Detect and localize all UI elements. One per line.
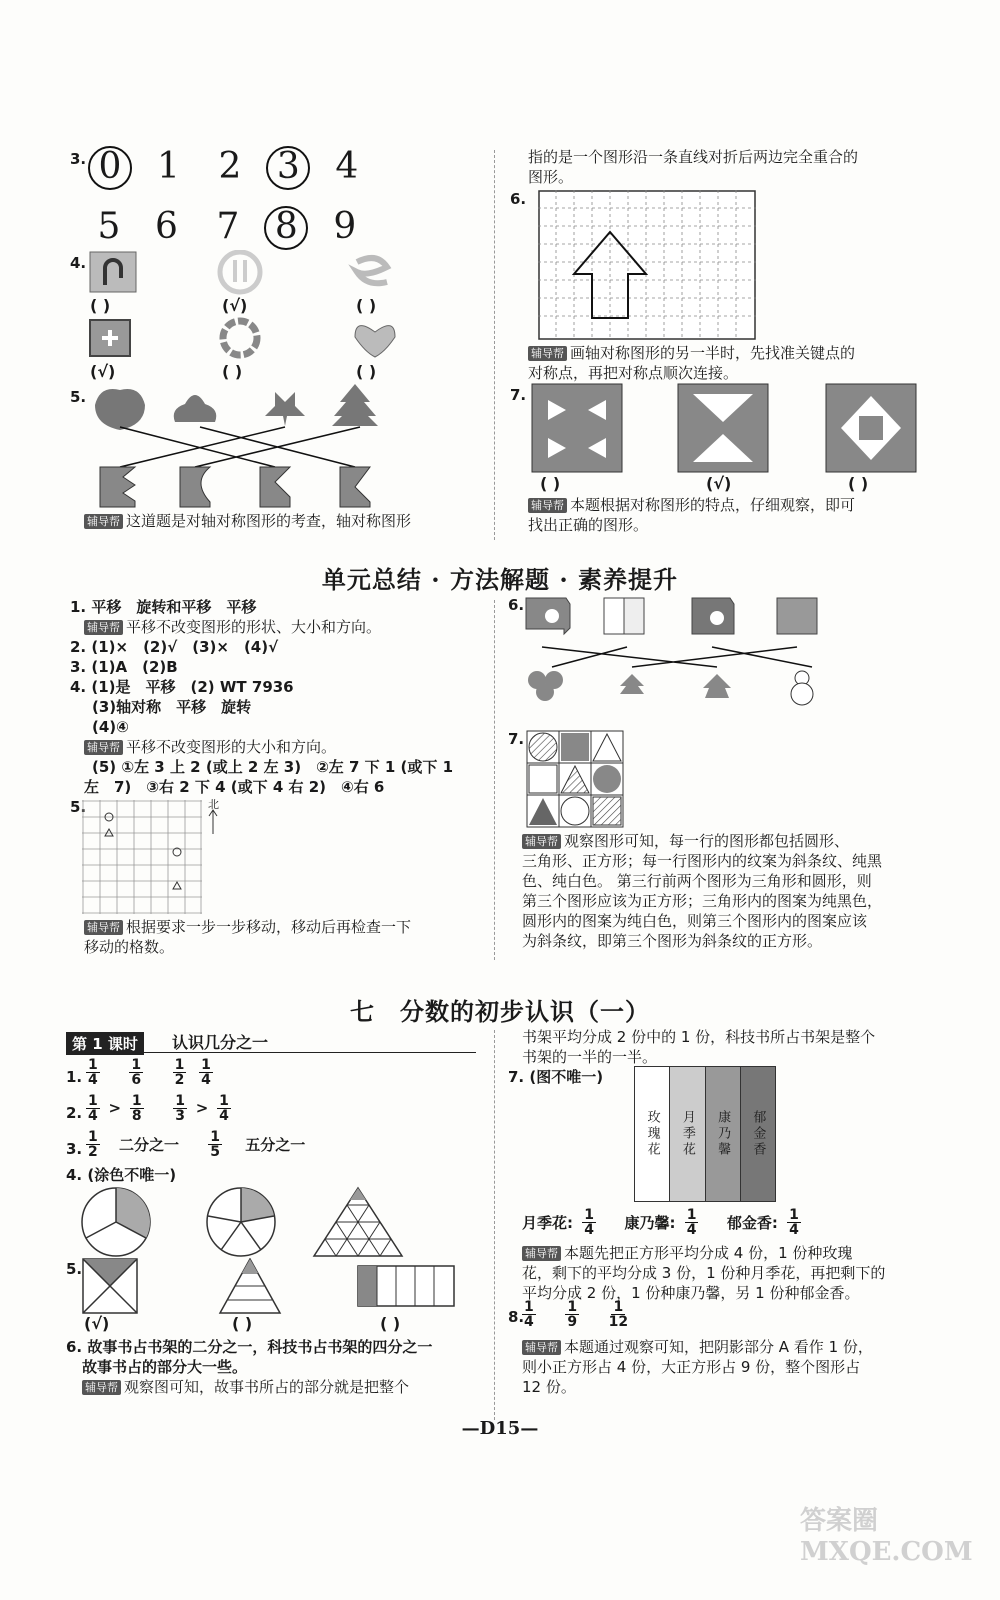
digit-circled: 0 — [88, 146, 132, 190]
bed-carnation: 康乃馨 — [706, 1067, 741, 1201]
apple-icon — [95, 389, 145, 430]
digit: 9 — [333, 206, 357, 247]
swirl-logo-icon — [357, 258, 387, 283]
q7-mark: (√) — [706, 474, 732, 493]
q4-mark: ( ) — [356, 296, 377, 315]
q7-help: 找出正确的图形。 — [528, 516, 649, 534]
q7-label: 7. — [508, 730, 525, 748]
q3-label: 3. — [70, 150, 87, 168]
q3-label: 3. — [66, 1140, 83, 1158]
digit: 2 — [218, 146, 242, 187]
right-continuation: 指的是一个图形沿一条直线对折后两边完全重合的 — [528, 148, 859, 166]
north-arrow-icon — [208, 808, 218, 834]
q6-help: 辅导帮 画轴对称图形的另一半时，先找准关键点的 — [528, 344, 855, 363]
digit-circled: 3 — [266, 146, 310, 190]
q5-label: 5. — [66, 1260, 83, 1278]
help-line: 三角形、正方形；每一行图形内的纹案为斜条纹、纯黑 — [522, 852, 883, 870]
q4-coloring-shapes — [78, 1186, 408, 1258]
lesson-underline — [66, 1052, 476, 1053]
bed-tulip: 郁金香 — [741, 1067, 775, 1201]
digits-row-1 — [88, 146, 372, 190]
tree-icon — [332, 384, 378, 426]
q7-fractions: 月季花: $\frac{1}{4}$ 康乃馨: $\frac{1}{4}$ 郁金香: $\frac{1}{4}$ — [522, 1207, 799, 1238]
q6-grid-arrow — [538, 190, 756, 340]
q6-help: 辅导帮 观察图可知，故事书所占的部分就是把整个 — [82, 1378, 409, 1397]
q4-mark: ( ) — [90, 296, 111, 315]
q7-mark: ( ) — [540, 474, 561, 493]
q6-answer: 6. 故事书占书架的二分之一，科技书占书架的四分之一 — [66, 1338, 433, 1356]
right-continuation: 图形。 — [528, 168, 574, 186]
q5-shapes — [82, 1258, 462, 1314]
q4-label: 4. — [70, 254, 87, 272]
q7-label: 7. — [510, 386, 527, 404]
flower-bed-square — [634, 1066, 776, 1202]
help-line: 辅导帮 根据要求一步一步移动，移动后再检查一下 — [84, 918, 411, 937]
digit: 6 — [155, 206, 178, 247]
q5-help: 辅导帮 这道题是对轴对称图形的考查，轴对称图形 — [84, 512, 411, 531]
help-line: 辅导帮 平移不改变图形的大小和方向。 — [84, 738, 336, 757]
heart-hands-icon — [355, 326, 395, 357]
help-line: 辅导帮 平移不改变图形的形状、大小和方向。 — [84, 618, 381, 637]
column-divider — [494, 150, 495, 540]
answer-line: (5) ①左 3 上 2 (或上 2 左 3) ②左 7 下 1 (或下 1 — [92, 758, 454, 776]
answer-line: 3. (1)A (2)B — [70, 658, 178, 676]
help-line: 圆形内的图案为纯白色，则第三个图形内的图案应该 — [522, 912, 868, 930]
q1-label: 1. — [66, 1068, 83, 1086]
digit-circled: 8 — [264, 206, 308, 250]
q7-square-patterns — [528, 382, 920, 476]
page-number: —D15— — [461, 1418, 539, 1439]
answer-line: (4)④ — [92, 718, 129, 736]
help-line: 平均分成 2 份，1 份种康乃馨，另 1 份种郁金香。 — [522, 1284, 860, 1302]
north-label: 北 — [208, 798, 219, 811]
bed-rose: 玫瑰花 — [635, 1067, 670, 1201]
help-line: 辅导帮 本题先把正方形平均分成 4 份，1 份种玫瑰 — [522, 1244, 852, 1263]
answer-line: 2. (1)× (2)√ (3)× (4)√ — [70, 638, 279, 656]
help-line: 色、纯白色。 第三行前两个图形为三角形和圆形，则 — [522, 872, 872, 890]
q6-label: 6. — [508, 596, 525, 614]
help-line: 12 份。 — [522, 1378, 576, 1396]
q5-matching-figure — [90, 382, 390, 512]
help-line: 移动的格数。 — [84, 938, 175, 956]
q8-fractions: $\frac{1}{4}$ $\frac{1}{9}$ $\frac{1}{12}$ — [524, 1299, 629, 1330]
help-line: 辅导帮 本题通过观察可知，把阴影部分 A 看作 1 份， — [522, 1338, 873, 1357]
help-line: 辅导帮 观察图形可知，每一行的图形都包括圆形、 — [522, 832, 849, 851]
q3-answer: $\frac{1}{2}$ 二分之一 $\frac{1}{5}$ 五分之一 — [88, 1129, 306, 1160]
q5-label: 5. — [70, 388, 87, 406]
answer-line: 1. 平移 旋转和平移 平移 — [70, 598, 257, 616]
q7-help: 辅导帮 本题根据对称图形的特点，仔细观察，即可 — [528, 496, 855, 515]
q4-label: 4. (涂色不唯一) — [66, 1166, 177, 1184]
chapter-title: 七 分数的初步认识（一） — [350, 997, 650, 1026]
lesson-title: 认识几分之一 — [172, 1033, 269, 1052]
q4-mark: (√) — [90, 362, 116, 381]
q4-mark: (√) — [222, 296, 248, 315]
answer-line: 左 7) ③右 2 下 4 (或下 4 右 2) ④右 6 — [84, 778, 385, 796]
q6-label: 6. — [510, 190, 527, 208]
q1-fractions: $\frac{1}{4}$ $\frac{1}{6}$ $\frac{1}{2}$ $\frac{1}{4}$ — [88, 1057, 211, 1088]
no-fork-sign-icon — [220, 252, 260, 292]
right-continuation: 书架平均分成 2 份中的 1 份，科技书所占书架是整个 — [522, 1028, 876, 1046]
answer-line: 5. — [70, 798, 87, 816]
digit: 5 — [97, 206, 121, 247]
paper-cut-matching — [522, 592, 832, 712]
q6-help: 对称点，再把对称点顺次连接。 — [528, 364, 739, 382]
answer-line: (3)轴对称 平移 旋转 — [92, 698, 252, 716]
q5-mark: (√) — [84, 1314, 110, 1333]
q5-mark: ( ) — [380, 1314, 401, 1333]
section-title: 单元总结 · 方法解题 · 素养提升 — [321, 565, 679, 594]
column-divider — [494, 1030, 495, 1420]
digit: 1 — [157, 146, 180, 187]
lesson-tag: 第 1 课时 — [66, 1032, 144, 1055]
help-tag: 辅导帮 — [84, 514, 123, 529]
pattern-grid-3x3 — [526, 730, 624, 828]
help-line: 花，剩下的平均分成 3 份，1 份种月季花，再把剩下的 — [522, 1264, 886, 1282]
clover-icon — [265, 392, 305, 426]
movement-grid — [82, 800, 202, 918]
help-line: 则小正方形占 4 份，大正方形占 9 份，整个图形占 — [522, 1358, 861, 1376]
q2-label: 2. — [66, 1104, 83, 1122]
right-continuation: 书架的一半的一半。 — [522, 1048, 658, 1066]
digits-row-2 — [88, 206, 370, 250]
q8-label: 8. — [508, 1308, 525, 1326]
ring-icon — [223, 321, 257, 355]
help-line: 第三个图形应该为正方形；三角形内的图案为纯黑色， — [522, 892, 883, 910]
q4-mark: ( ) — [222, 362, 243, 381]
q7-mark: ( ) — [848, 474, 869, 493]
q2-fractions: $\frac{1}{4}$ > $\frac{1}{8}$ $\frac{1}{3}$ > $\frac{1}{4}$ — [88, 1093, 229, 1124]
blob-icon — [174, 395, 217, 422]
answer-line: 4. (1)是 平移 (2) WT 7936 — [70, 678, 294, 696]
digit: 4 — [335, 146, 359, 187]
q7-label: 7. (图不唯一) — [508, 1068, 604, 1086]
help-line: 为斜条纹，即第三个图形为斜条纹的正方形。 — [522, 932, 823, 950]
q6-answer: 故事书占的部分大一些。 — [82, 1358, 248, 1376]
q4-mark: ( ) — [356, 362, 377, 381]
bed-chinese-rose: 月季花 — [670, 1067, 705, 1201]
q5-mark: ( ) — [232, 1314, 253, 1333]
site-watermark: 答案圈 MXQE.COM — [800, 1506, 973, 1567]
digit: 7 — [216, 206, 240, 247]
column-divider — [494, 600, 495, 960]
